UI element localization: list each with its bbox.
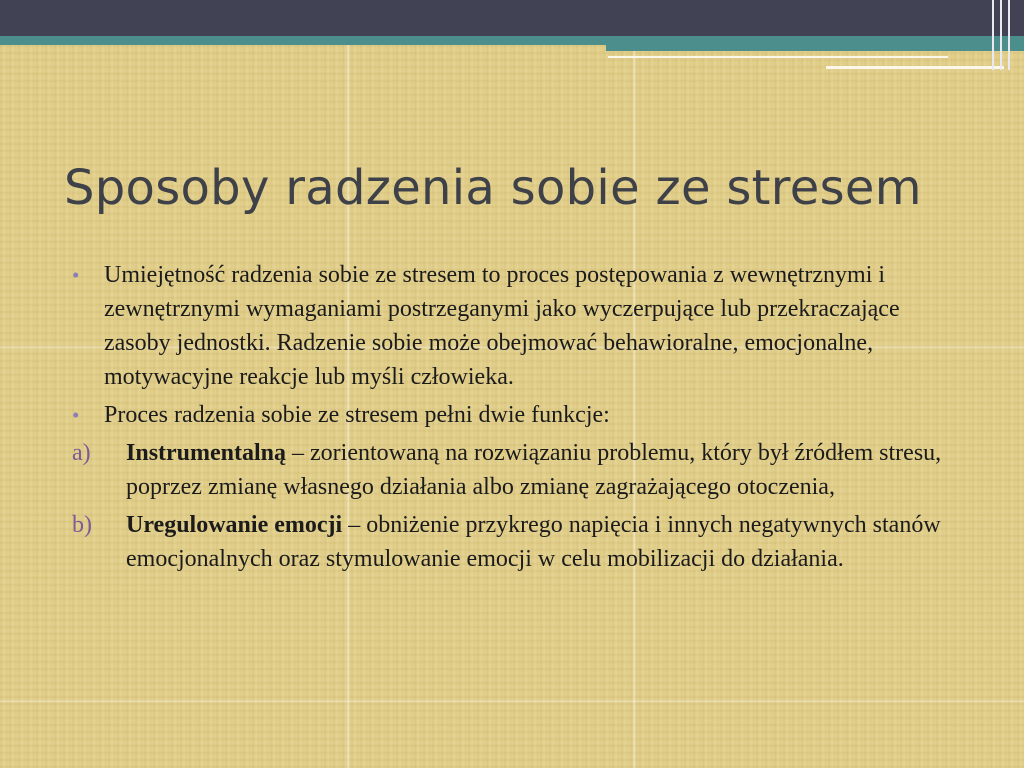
teal-accent-step (606, 45, 1024, 51)
sub-item-term: Uregulowanie emocji (126, 512, 343, 538)
bullet-icon: • (72, 263, 80, 287)
teal-accent-band (0, 36, 1024, 45)
list-marker: a) (72, 440, 91, 466)
sub-list-item (72, 436, 972, 504)
slide-title: Sposoby radzenia sobie ze stresem (64, 160, 922, 216)
list-marker: b) (72, 512, 92, 538)
decorative-line (826, 66, 1004, 69)
bullet-item (72, 398, 972, 432)
bullet-item (72, 258, 972, 394)
bullet-text: Proces radzenia sobie ze stresem pełni dwie funkcje: (104, 402, 610, 428)
decorative-line (608, 56, 948, 58)
decorative-vertical-line (1000, 0, 1002, 70)
sub-item-text: – obniżenie przykrego napięcia i innych negatywnych stanów emocjonalnych oraz stymulowanie emocji w celu mobilizacji do działania. (126, 512, 941, 572)
top-header-bar (0, 0, 1024, 36)
sub-item-term: Instrumentalną (126, 440, 287, 466)
slide-body (72, 258, 972, 580)
bullet-text: Umiejętność radzenia sobie ze stresem to proces postępowania z wewnętrznymi i zewnętrznymi wymaganiami postrzeganymi jako wyczerpujące lub przekraczające zasoby jednostki. Radzenie sobie może obejmować behawioralne, emocjonalne, motywacyjne reakcje lub myśli człowieka. (104, 262, 900, 390)
decorative-vertical-line (992, 0, 994, 70)
sub-list-item (72, 508, 972, 576)
sub-item-text: – zorientowaną na rozwiązaniu problemu, który był źródłem stresu, poprzez zmianę własnego działania albo zmianę zagrażającego otoczenia, (126, 440, 942, 500)
bullet-icon: • (72, 403, 80, 427)
decorative-vertical-line (1008, 0, 1010, 70)
